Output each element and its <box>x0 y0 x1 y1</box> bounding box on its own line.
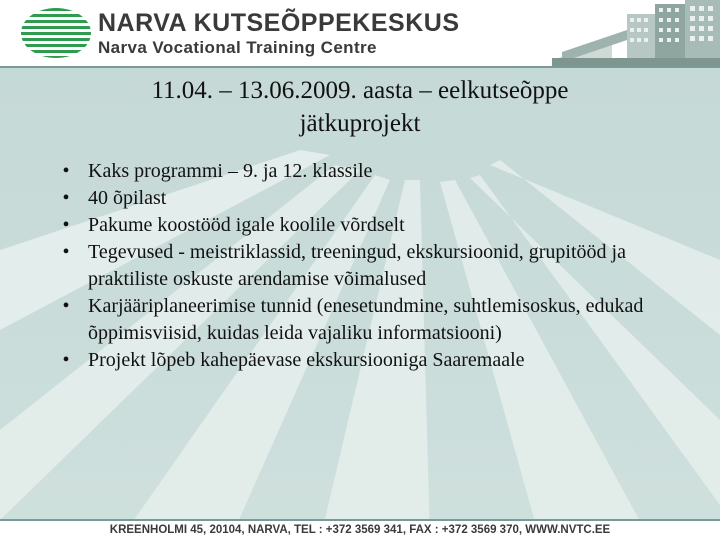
bullet-icon: • <box>62 349 70 371</box>
slide-title: 11.04. – 13.06.2009. aasta – eelkutseõppe jätkuprojekt <box>151 77 569 137</box>
bullet-text: 40 õpilast <box>88 187 167 209</box>
bullet-text: Projekt lõpeb kahepäevase ekskursiooniga Saaremaale <box>88 349 525 371</box>
header <box>0 0 720 66</box>
bullet-icon: • <box>62 241 70 263</box>
bullet-icon: • <box>62 214 70 236</box>
list-item <box>60 185 680 212</box>
bullet-icon: • <box>62 295 70 317</box>
bullet-text: Karjääriplaneerimise tunnid (enesetundmine, suhtlemisoskus, edukad õppimisviisid, kuidas leida vajaliku informatsiooni) <box>88 295 644 344</box>
bullet-icon: • <box>62 187 70 209</box>
list-item <box>60 212 680 239</box>
list-item <box>60 293 680 347</box>
org-name-estonian: NARVA KUTSEÕPPEKESKUS <box>98 9 460 37</box>
list-item <box>60 158 680 185</box>
bullet-text: Pakume koostööd igale koolile võrdselt <box>88 214 405 236</box>
bullet-text: Kaks programmi – 9. ja 12. klassile <box>88 160 373 182</box>
building-illustration-icon <box>552 0 720 66</box>
bullet-icon: • <box>62 160 70 182</box>
striped-globe-logo-icon <box>20 7 92 59</box>
header-divider <box>0 66 720 68</box>
bullet-list <box>60 158 680 374</box>
list-item <box>60 239 680 293</box>
bullet-text: Tegevused - meistriklassid, treeningud, ekskursioonid, grupitööd ja praktiliste oskuste arendamise võimalused <box>88 241 626 290</box>
org-name-english: Narva Vocational Training Centre <box>98 38 377 57</box>
footer-contact: KREENHOLMI 45, 20104, NARVA, TEL : +372 3569 341, FAX : +372 3569 370, WWW.NVTC.EE <box>109 524 611 536</box>
list-item <box>60 347 680 374</box>
footer <box>0 519 720 540</box>
